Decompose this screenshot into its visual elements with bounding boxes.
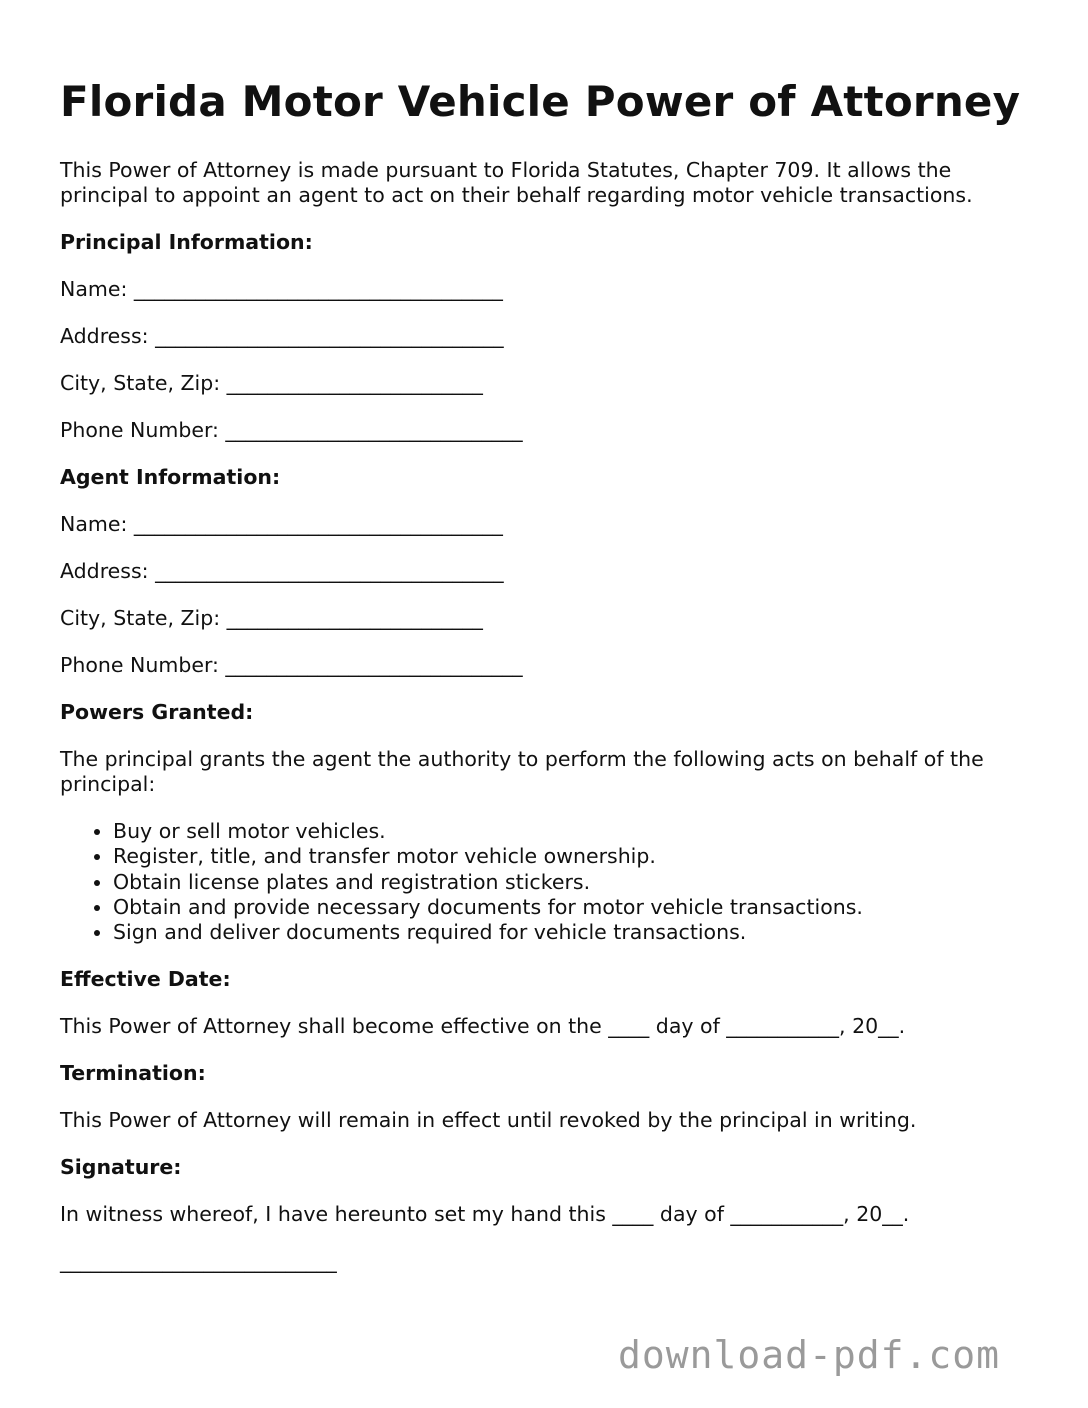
list-item: • Obtain license plates and registration stickers. <box>113 870 1040 895</box>
page-title: Florida Motor Vehicle Power of Attorney <box>60 77 1021 126</box>
powers-heading: Powers Granted: <box>60 700 254 724</box>
list-item: • Sign and deliver documents required for vehicle transactions. <box>113 920 1040 945</box>
intro-paragraph: This Power of Attorney is made pursuant to Florida Statutes, Chapter 709. It allows the principal to appoint an agent to act on their behalf regarding motor vehicle transactions. <box>60 158 973 207</box>
principal-city-field: City, State, Zip: _________________________ <box>60 371 483 395</box>
agent-phone-field: Phone Number: _____________________________ <box>60 653 523 677</box>
watermark-text: download-pdf.com <box>618 1333 1001 1377</box>
document-page <box>60 76 1040 1274</box>
termination-heading: Termination: <box>60 1061 206 1086</box>
signature-line: ___________________________ <box>60 1249 337 1274</box>
signature-heading: Signature: <box>60 1155 182 1180</box>
list-item: • Obtain and provide necessary documents for motor vehicle transactions. <box>113 895 1040 920</box>
powers-paragraph: The principal grants the agent the authority to perform the following acts on behalf of the principal: <box>60 747 984 796</box>
principal-phone-field: Phone Number: _____________________________ <box>60 418 523 442</box>
effective-date-heading: Effective Date: <box>60 967 231 992</box>
principal-name-field: Name: ____________________________________ <box>60 277 503 301</box>
powers-list <box>60 819 1040 945</box>
list-item: • Register, title, and transfer motor vehicle ownership. <box>113 844 1040 869</box>
agent-address-field: Address: __________________________________ <box>60 559 504 583</box>
agent-heading: Agent Information: <box>60 465 281 489</box>
agent-name-field: Name: ____________________________________ <box>60 512 503 536</box>
termination-paragraph: This Power of Attorney will remain in effect until revoked by the principal in writing. <box>60 1108 917 1133</box>
list-item: • Buy or sell motor vehicles. <box>113 819 1040 844</box>
agent-city-field: City, State, Zip: _________________________ <box>60 606 483 630</box>
effective-date-paragraph: This Power of Attorney shall become effective on the ____ day of ___________, 20__. <box>60 1014 906 1039</box>
principal-heading: Principal Information: <box>60 230 313 254</box>
signature-paragraph: In witness whereof, I have hereunto set my hand this ____ day of ___________, 20__. <box>60 1202 910 1227</box>
principal-address-field: Address: __________________________________ <box>60 324 504 348</box>
